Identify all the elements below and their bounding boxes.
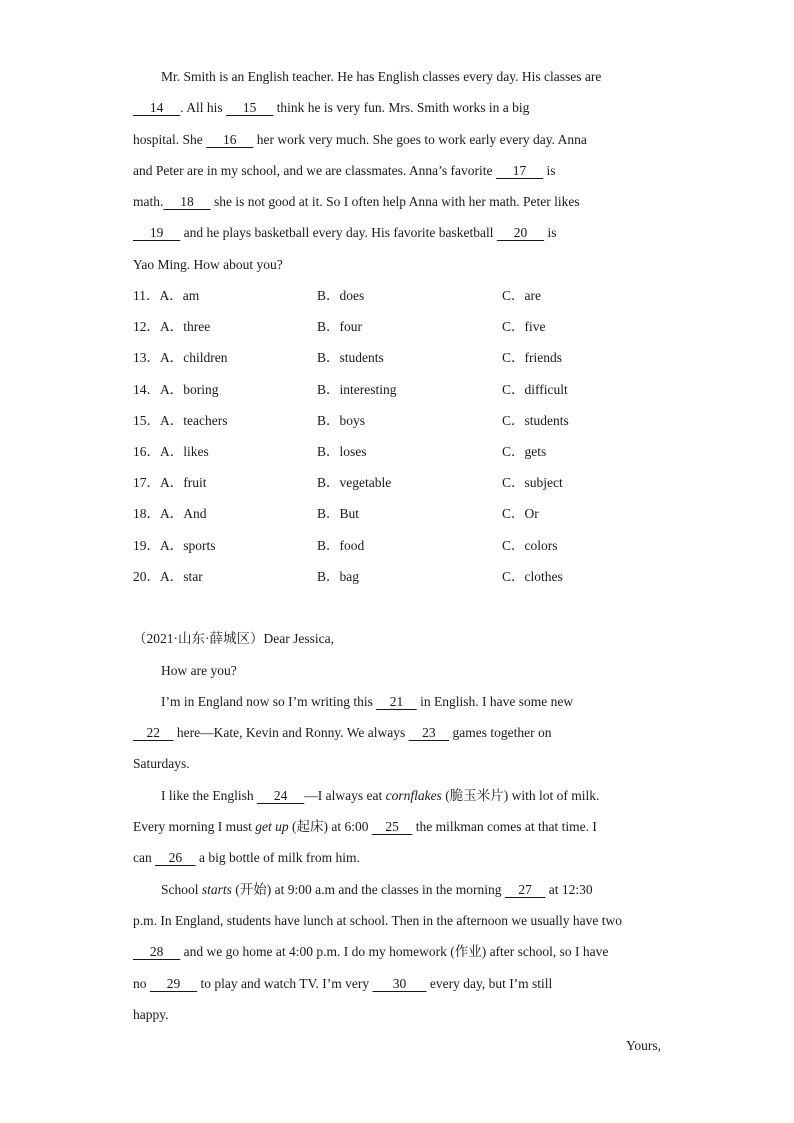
italic-term: get up [255, 819, 289, 835]
option-row [133, 498, 663, 529]
letter-line [133, 968, 663, 999]
text-run: and he plays basketball every day. His favorite basketball [180, 225, 497, 241]
text-run: every day, but I’m still [426, 975, 553, 991]
option-a: 14．A．boring [133, 381, 219, 397]
option-c: C．five [502, 319, 546, 335]
answer-blank: 27 [504, 881, 546, 897]
answer-blank: 30 [372, 975, 427, 991]
text-run: (起床) at 6:00 [288, 819, 372, 835]
letter-source-and-salutation: （2021·山东·薛城区）Dear Jessica, [133, 631, 334, 647]
answer-blank: 24 [256, 787, 305, 803]
option-row [133, 436, 663, 467]
section-gap [133, 592, 663, 623]
text-run: School [161, 881, 202, 897]
option-a: 15．A．teachers [133, 412, 228, 428]
text-run: at 12:30 [545, 881, 593, 897]
letter-closing: Yours, [625, 1038, 661, 1054]
text-run: I’m in England now so I’m writing this [161, 693, 377, 709]
passage1-line-2 [133, 92, 663, 123]
option-b: B．vegetable [317, 475, 392, 491]
text-run: —I always eat [304, 787, 386, 803]
passage1-line-6 [133, 217, 663, 248]
text-run: (开始) at 9:00 a.m and the classes in the morning [231, 881, 505, 897]
option-b: B．does [317, 288, 365, 304]
text-run: hospital. She [133, 131, 207, 147]
document-page [133, 61, 663, 1061]
text-run: . All his [180, 100, 227, 116]
text-run: is [544, 225, 557, 241]
letter-line [133, 717, 663, 748]
option-c: C．subject [502, 475, 563, 491]
answer-blank: 20 [496, 225, 545, 241]
text-run: math. [133, 194, 164, 210]
text-run: and we go home at 4:00 p.m. I do my homework (作业) after school, so I have [180, 944, 609, 960]
text-run: and Peter are in my school, and we are classmates. Anna’s favorite [133, 162, 496, 178]
answer-blank: 17 [495, 162, 544, 178]
text-run: I like the English [161, 787, 257, 803]
letter-greeting: How are you? [161, 662, 237, 678]
option-c: C．Or [502, 506, 539, 522]
letter-line: p.m. In England, students have lunch at school. Then in the afternoon we usually have two [133, 912, 623, 928]
letter-line: happy. [133, 1006, 169, 1022]
text-run: here—Kate, Kevin and Ronny. We always [173, 725, 409, 741]
option-b: B．food [317, 537, 365, 553]
answer-blank: 14 [133, 100, 181, 116]
answer-blank: 29 [149, 975, 198, 991]
text-run: (脆玉米片) with lot of milk. [441, 787, 600, 803]
option-c: C．colors [502, 537, 558, 553]
option-row [133, 374, 663, 405]
option-a: 11．A．am [133, 288, 200, 304]
option-c: C．friends [502, 350, 562, 366]
option-a: 17．A．fruit [133, 475, 207, 491]
passage1-line-1: Mr. Smith is an English teacher. He has English classes every day. His classes are [161, 69, 602, 84]
letter-line [133, 874, 663, 905]
option-a: 20．A．star [133, 568, 203, 584]
option-b: B．bag [317, 568, 359, 584]
option-a: 19．A．sports [133, 537, 216, 553]
option-b: B．four [317, 319, 362, 335]
option-row [133, 311, 663, 342]
letter-line [133, 780, 663, 811]
passage1-line-7: Yao Ming. How about you? [133, 256, 283, 272]
letter-line [133, 842, 663, 873]
text-run: she is not good at it. So I often help Anna with her math. Peter likes [210, 194, 580, 210]
answer-blank: 15 [226, 100, 274, 116]
option-b: B．students [317, 350, 384, 366]
option-c: C．gets [502, 444, 547, 460]
option-a: 16．A．likes [133, 444, 209, 460]
italic-term: cornflakes [385, 787, 442, 803]
options-list [133, 280, 663, 592]
option-c: C．difficult [502, 381, 568, 397]
letter-line [133, 686, 663, 717]
answer-blank: 25 [371, 819, 413, 835]
letter-line [133, 936, 663, 967]
answer-blank: 18 [163, 194, 211, 210]
text-run: can [133, 850, 156, 866]
passage1-line-3 [133, 124, 663, 155]
option-row [133, 342, 663, 373]
letter-line: Saturdays. [133, 756, 190, 772]
option-b: B．boys [317, 412, 366, 428]
option-a: 13．A．children [133, 350, 228, 366]
option-c: C．clothes [502, 568, 563, 584]
option-a: 12．A．three [133, 319, 211, 335]
option-a: 18．A．And [133, 506, 207, 522]
answer-blank: 21 [376, 693, 417, 709]
option-row [133, 405, 663, 436]
passage1-line-4 [133, 155, 663, 186]
answer-blank: 23 [408, 725, 450, 741]
option-b: B．But [317, 506, 360, 522]
text-run: Every morning I must [133, 819, 256, 835]
text-run: in English. I have some new [416, 693, 574, 709]
text-run: games together on [449, 725, 552, 741]
option-b: B．interesting [317, 381, 397, 397]
text-run: no [133, 975, 150, 991]
text-run: think he is very fun. Mrs. Smith works in a big [273, 100, 530, 116]
passage1-line-5 [133, 186, 663, 217]
option-row [133, 280, 663, 311]
italic-term: starts [201, 881, 232, 897]
answer-blank: 16 [206, 131, 254, 147]
option-row [133, 467, 663, 498]
letter-line [133, 811, 663, 842]
answer-blank: 26 [155, 850, 196, 866]
answer-blank: 19 [133, 225, 181, 241]
option-row [133, 561, 663, 592]
text-run: to play and watch TV. I’m very [197, 975, 373, 991]
text-run: her work very much. She goes to work early every day. Anna [253, 131, 587, 147]
answer-blank: 22 [133, 725, 174, 741]
text-run: a big bottle of milk from him. [195, 850, 360, 866]
option-row [133, 530, 663, 561]
text-run: is [543, 162, 556, 178]
answer-blank: 28 [133, 944, 181, 960]
option-c: C．students [502, 412, 569, 428]
option-c: C．are [502, 288, 541, 304]
text-run: the milkman comes at that time. I [412, 819, 597, 835]
option-b: B．loses [317, 444, 367, 460]
